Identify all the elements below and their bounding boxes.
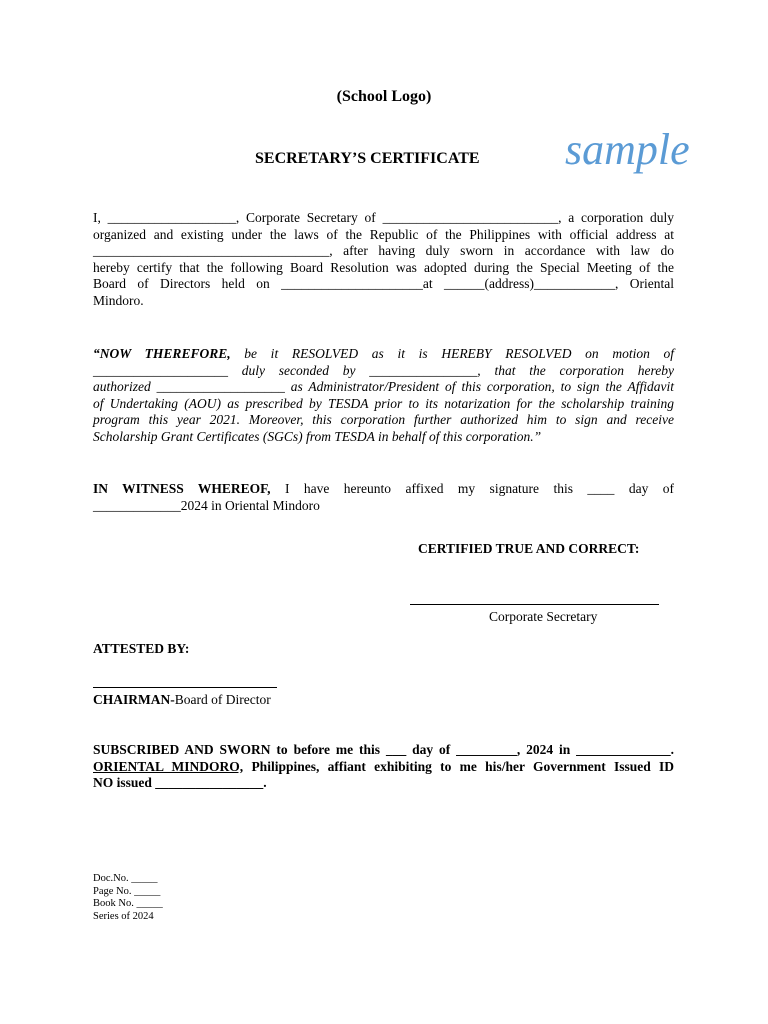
notarial-register-block bbox=[93, 873, 163, 923]
location-underlined: ORIENTAL MINDORO, bbox=[93, 758, 244, 774]
paragraph-line: Scholarship Grant Certificates (SGCs) from TESDA in behalf of this corporation.” bbox=[93, 428, 542, 444]
paragraph-line bbox=[93, 481, 674, 498]
school-logo-placeholder: (School Logo) bbox=[336, 88, 432, 105]
attested-by-heading: ATTESTED BY: bbox=[93, 641, 190, 656]
chairman-label bbox=[93, 692, 271, 708]
witness-paragraph bbox=[93, 481, 674, 514]
corporate-secretary-label: Corporate Secretary bbox=[489, 609, 598, 624]
paragraph-line: authorized ___________________ as Administrator/President of this corporation, to sign the Affidavit bbox=[93, 379, 674, 395]
certification-paragraph bbox=[93, 210, 674, 310]
witness-line-text: I have hereunto affixed my signature this ____ day of bbox=[270, 481, 675, 496]
resolution-paragraph bbox=[93, 346, 674, 446]
paragraph-line bbox=[93, 346, 674, 363]
chairman-signature-line bbox=[93, 687, 277, 688]
paragraph-line: ____________________ duly seconded by ________________, that the corporation hereby bbox=[93, 362, 674, 378]
now-therefore-lead: “NOW THEREFORE, bbox=[93, 346, 231, 361]
paragraph-line bbox=[93, 759, 674, 776]
paragraph-line: I, ___________________, Corporate Secretary of __________________________, a corporation duly bbox=[93, 210, 674, 225]
paragraph-line: ___________________________________, after having duly sworn in accordance with law do bbox=[93, 243, 674, 259]
chairman-title: CHAIRMAN- bbox=[93, 692, 175, 707]
paragraph-line: Board of Directors held on _____________________at ______(address)____________, Oriental bbox=[93, 276, 674, 292]
chairman-role: Board of Director bbox=[174, 692, 271, 707]
series-field: Series of 2024 bbox=[93, 910, 154, 922]
doc-no-field: Doc.No. _____ bbox=[93, 873, 158, 884]
resolution-line-text: be it RESOLVED as it is HEREBY RESOLVED on motion of bbox=[230, 346, 675, 361]
paragraph-line: hereby certify that the following Board Resolution was adopted during the Special Meeting of the bbox=[93, 259, 674, 275]
jurat-paragraph bbox=[93, 742, 674, 792]
document-title: SECRETARY’S CERTIFICATE bbox=[255, 150, 480, 167]
jurat-line-text: Philippines, affiant exhibiting to me his/her Government Issued ID bbox=[243, 758, 675, 774]
paragraph-line: organized and existing under the laws of the Republic of the Philippines with official address at bbox=[93, 226, 674, 242]
paragraph-line: of Undertaking (AOU) as prescribed by TESDA prior to its notarization for the scholarship training bbox=[93, 395, 674, 411]
book-no-field: Book No. _____ bbox=[93, 898, 163, 909]
witness-lead: IN WITNESS WHEREOF, bbox=[93, 481, 271, 496]
page-no-field: Page No. _____ bbox=[93, 885, 161, 897]
paragraph-line: Mindoro. bbox=[93, 292, 144, 308]
certified-heading: CERTIFIED TRUE AND CORRECT: bbox=[418, 541, 640, 556]
paragraph-line: program this year 2021. Moreover, this corporation further authorized him to sign and receive bbox=[93, 412, 674, 428]
paragraph-line: SUBSCRIBED AND SWORN to before me this ___ day of _________, 2024 in ______________. bbox=[93, 742, 674, 757]
paragraph-line: _____________2024 in Oriental Mindoro bbox=[93, 497, 320, 513]
secretary-signature-line bbox=[410, 604, 659, 605]
paragraph-line: NO issued ________________. bbox=[93, 775, 267, 791]
sample-watermark: sample bbox=[565, 125, 690, 174]
